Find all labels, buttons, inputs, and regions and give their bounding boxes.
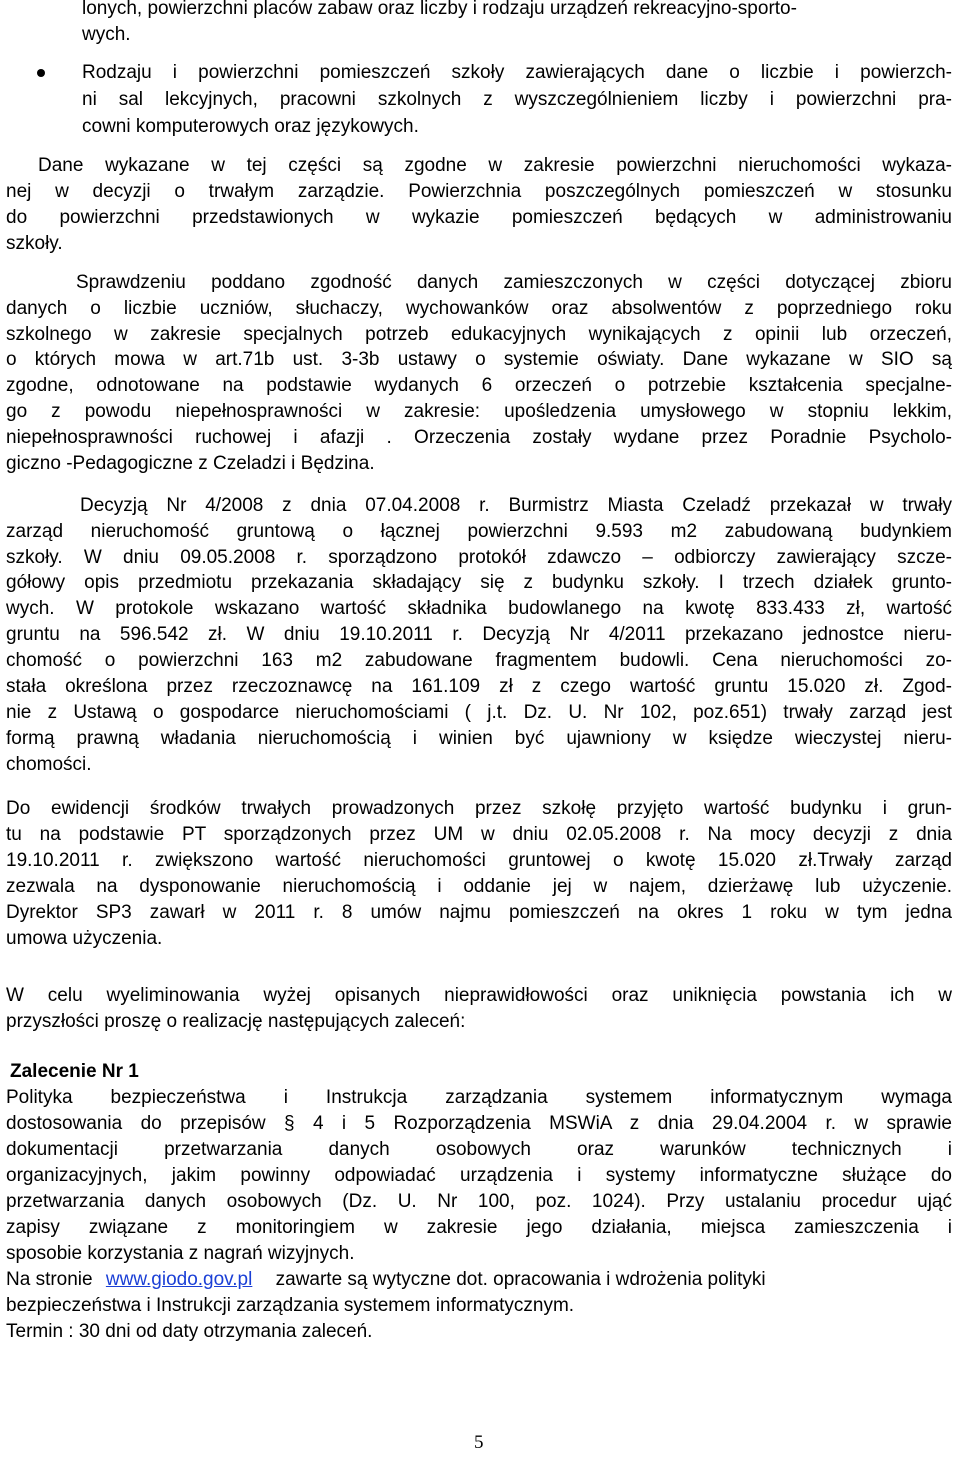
- recommendation-site-line: [6, 1267, 766, 1293]
- bullet-item-line-1: Rodzaju i powierzchni pomieszczeń szkoły zawierających dane o liczbie i powierzch-: [82, 62, 952, 83]
- paragraph-3-line-2: zarząd nieruchomość gruntową o łącznej powierzchni 9.593 m2 zabudowaną budynkiem: [6, 521, 952, 542]
- recommendation-line-6: zapisy związane z monitoringiem w zakresie jego działania, miejsca zamieszczenia i: [6, 1217, 952, 1238]
- recommendation-line-4: organizacyjnych, jakim powinny odpowiadać urządzenia i systemy informatyczne służące do: [6, 1165, 952, 1186]
- paragraph-3-line-11: chomości.: [6, 754, 92, 775]
- bullet-continued-line-1: lonych, powierzchni placów zabaw oraz liczby i rodzaju urządzeń rekreacyjno-sporto-: [82, 0, 797, 19]
- giodo-link[interactable]: www.giodo.gov.pl: [105, 1269, 253, 1290]
- recommendation-line-7: sposobie korzystania z nagrań wizyjnych.: [6, 1243, 355, 1264]
- paragraph-4-line-5: Dyrektor SP3 zawarł w 2011 r. 8 umów najmu pomieszczeń na okres 1 roku w tym jedna: [6, 902, 952, 923]
- recommendation-line-1: Polityka bezpieczeństwa i Instrukcja zarządzania systemem informatycznym wymaga: [6, 1087, 952, 1108]
- site-line-suffix: zawarte są wytyczne dot. opracowania i wdrożenia polityki: [275, 1269, 766, 1290]
- paragraph-3-line-8: stała określona przez rzeczoznawcę na 161.109 zł z czego wartość gruntu 15.020 zł. Zgod-: [6, 676, 952, 697]
- paragraph-4-line-6: umowa użyczenia.: [6, 928, 163, 949]
- recommendation-deadline: Termin : 30 dni od daty otrzymania zaleceń.: [6, 1321, 373, 1342]
- paragraph-3-line-1: Decyzją Nr 4/2008 z dnia 07.04.2008 r. Burmistrz Miasta Czeladź przekazał w trwały: [80, 495, 952, 516]
- page-number: 5: [474, 1432, 484, 1453]
- paragraph-1-line-1: Dane wykazane w tej części są zgodne w zakresie powierzchni nieruchomości wykaza-: [38, 155, 952, 176]
- recommendation-line-5: przetwarzania danych osobowych (Dz. U. Nr 100, poz. 1024). Przy ustalaniu procedur ująć: [6, 1191, 952, 1212]
- paragraph-3-line-4: gółowy opis przedmiotu przekazania składający się z budynku szkoły. I trzech działek grunto-: [6, 572, 952, 593]
- paragraph-2-line-5: zgodne, odnotowane na podstawie wydanych 6 orzeczeń o potrzebie kształcenia specjalne-: [6, 375, 952, 396]
- paragraph-5-line-1: W celu wyeliminowania wyżej opisanych nieprawidłowości oraz uniknięcia powstania ich w: [6, 985, 952, 1006]
- paragraph-2-line-8: giczno -Pedagogiczne z Czeladzi i Będzina.: [6, 453, 375, 474]
- paragraph-4-line-3: 19.10.2011 r. zwiększono wartość nieruchomości gruntowej o kwotę 15.020 zł.Trwały zarząd: [6, 850, 952, 871]
- paragraph-2-line-2: danych o liczbie uczniów, słuchaczy, wychowanków oraz absolwentów z poprzedniego roku: [6, 298, 952, 319]
- paragraph-3-line-6: gruntu na 596.542 zł. W dniu 19.10.2011 r. Decyzją Nr 4/2011 przekazano jednostce nieru-: [6, 624, 952, 645]
- paragraph-1-line-3: do powierzchni przedstawionych w wykazie pomieszczeń będących w administrowaniu: [6, 207, 952, 228]
- paragraph-3-line-5: wych. W protokole wskazano wartość składnika budowlanego na kwotę 833.433 zł, wartość: [6, 598, 952, 619]
- paragraph-1-line-2: nej w decyzji o trwałym zarządzie. Powierzchnia poszczególnych pomieszczeń w stosunku: [6, 181, 952, 202]
- paragraph-2-line-3: szkolnego w zakresie specjalnych potrzeb edukacyjnych wynikających z opinii lub orzeczeń,: [6, 324, 952, 345]
- bullet-continued-line-2: wych.: [82, 24, 131, 45]
- paragraph-5-line-2: przyszłości proszę o realizację następujących zaleceń:: [6, 1011, 466, 1032]
- paragraph-2-line-1: Sprawdzeniu poddano zgodność danych zamieszczonych w części dotyczącej zbioru: [76, 272, 952, 293]
- paragraph-3-line-7: chomość o powierzchni 163 m2 zabudowane fragmentem budowli. Cena nieruchomości zo-: [6, 650, 952, 671]
- paragraph-2-line-4: o których mowa w art.71b ust. 3-3b ustawy o systemie oświaty. Dane wykazane w SIO są: [6, 349, 952, 370]
- recommendation-heading: Zalecenie Nr 1: [10, 1061, 139, 1082]
- paragraph-4-line-4: zezwala na dysponowanie nieruchomością i oddanie jej w najem, dzierżawę lub użyczenie.: [6, 876, 952, 897]
- recommendation-line-3: dokumentacji przetwarzania danych osobowych oraz warunków technicznych i: [6, 1139, 952, 1160]
- paragraph-2-line-7: niepełnosprawności ruchowej i afazji . Orzeczenia zostały wydane przez Poradnie Psycholo-: [6, 427, 952, 448]
- recommendation-line-2: dostosowania do przepisów § 4 i 5 Rozporządzenia MSWiA z dnia 29.04.2004 r. w sprawie: [6, 1113, 952, 1134]
- paragraph-2-line-6: go z powodu niepełnosprawności w zakresie: upośledzenia umysłowego w stopniu lekkim,: [6, 401, 952, 422]
- bullet-item-line-2: ni sal lekcyjnych, pracowni szkolnych z wyszczególnieniem liczby i powierzchni pra-: [82, 89, 952, 110]
- paragraph-4-line-1: Do ewidencji środków trwałych prowadzonych przez szkołę przyjęto wartość budynku i grun-: [6, 798, 952, 819]
- paragraph-4-line-2: tu na podstawie PT sporządzonych przez UM w dniu 02.05.2008 r. Na mocy decyzji z dnia: [6, 824, 952, 845]
- bullet-item-line-3: cowni komputerowych oraz językowych.: [82, 116, 419, 137]
- recommendation-site-line-2: bezpieczeństwa i Instrukcji zarządzania systemem informatycznym.: [6, 1295, 575, 1316]
- bullet-icon: [37, 69, 45, 77]
- paragraph-1-line-4: szkoły.: [6, 233, 63, 254]
- paragraph-3-line-9: nie z Ustawą o gospodarce nieruchomościami ( j.t. Dz. U. Nr 102, poz.651) trwały zarząd jest: [6, 702, 952, 723]
- paragraph-3-line-10: formą prawną władania nieruchomością i winien być ujawniony w księdze wieczystej nieru-: [6, 728, 952, 749]
- paragraph-3-line-3: szkoły. W dniu 09.05.2008 r. sporządzono protokół zdawczo – odbiorczy zawierający szcze-: [6, 547, 952, 568]
- site-line-prefix: Na stronie: [6, 1269, 93, 1290]
